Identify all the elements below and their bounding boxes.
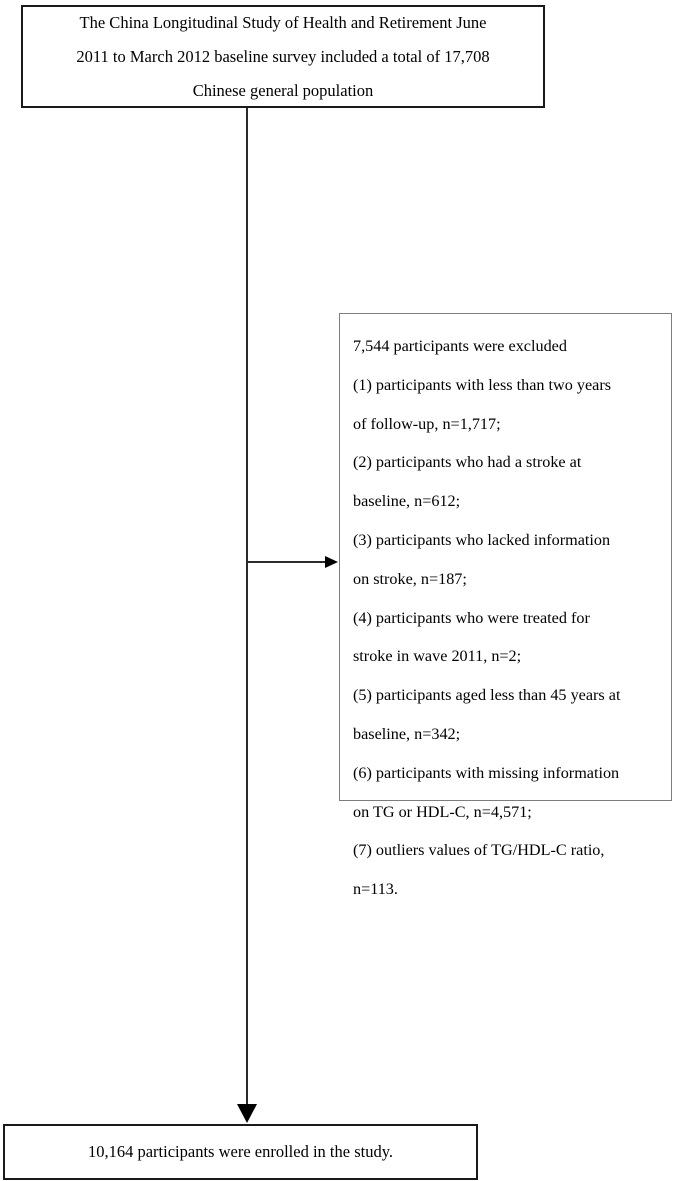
exclusion-line-3: of follow-up, n=1,717; [353,414,501,433]
enrollment-line-3: Chinese general population [192,80,374,100]
enrollment-line-1: The China Longitudinal Study of Health and Retirement June [79,12,487,32]
exclusion-line-4: (2) participants who had a stroke at [353,453,582,472]
final-enrolled-line-1: 10,164 participants were enrolled in the study. [87,1142,394,1161]
exclusion-line-9: stroke in wave 2011, n=2; [353,647,522,666]
exclusion-line-1: 7,544 participants were excluded [353,337,567,355]
enrollment-line-2: 2011 to March 2012 baseline survey included a total of 17,708 [76,46,490,66]
exclusion-line-6: (3) participants who lacked information [353,530,611,549]
exclusion-line-12: (6) participants with missing information [353,763,620,782]
exclusion-line-14: (7) outliers values of TG/HDL-C ratio, [353,841,605,860]
exclusion-line-5: baseline, n=612; [353,492,461,511]
exclusion-line-2: (1) participants with less than two years [353,375,612,394]
enrollment-box [21,5,545,108]
arrowhead-down-icon [237,1104,257,1123]
arrowhead-right-icon [325,556,338,568]
exclusion-box [339,313,672,899]
exclusion-line-15: n=113. [353,880,398,899]
exclusion-line-10: (5) participants aged less than 45 years at [353,686,621,705]
exclusion-line-11: baseline, n=342; [353,724,461,743]
exclusion-line-7: on stroke, n=187; [353,569,467,588]
exclusion-line-8: (4) participants who were treated for [353,608,590,627]
exclusion-line-13: on TG or HDL-C, n=4,571; [353,802,532,821]
final-enrolled-box [3,1124,478,1180]
